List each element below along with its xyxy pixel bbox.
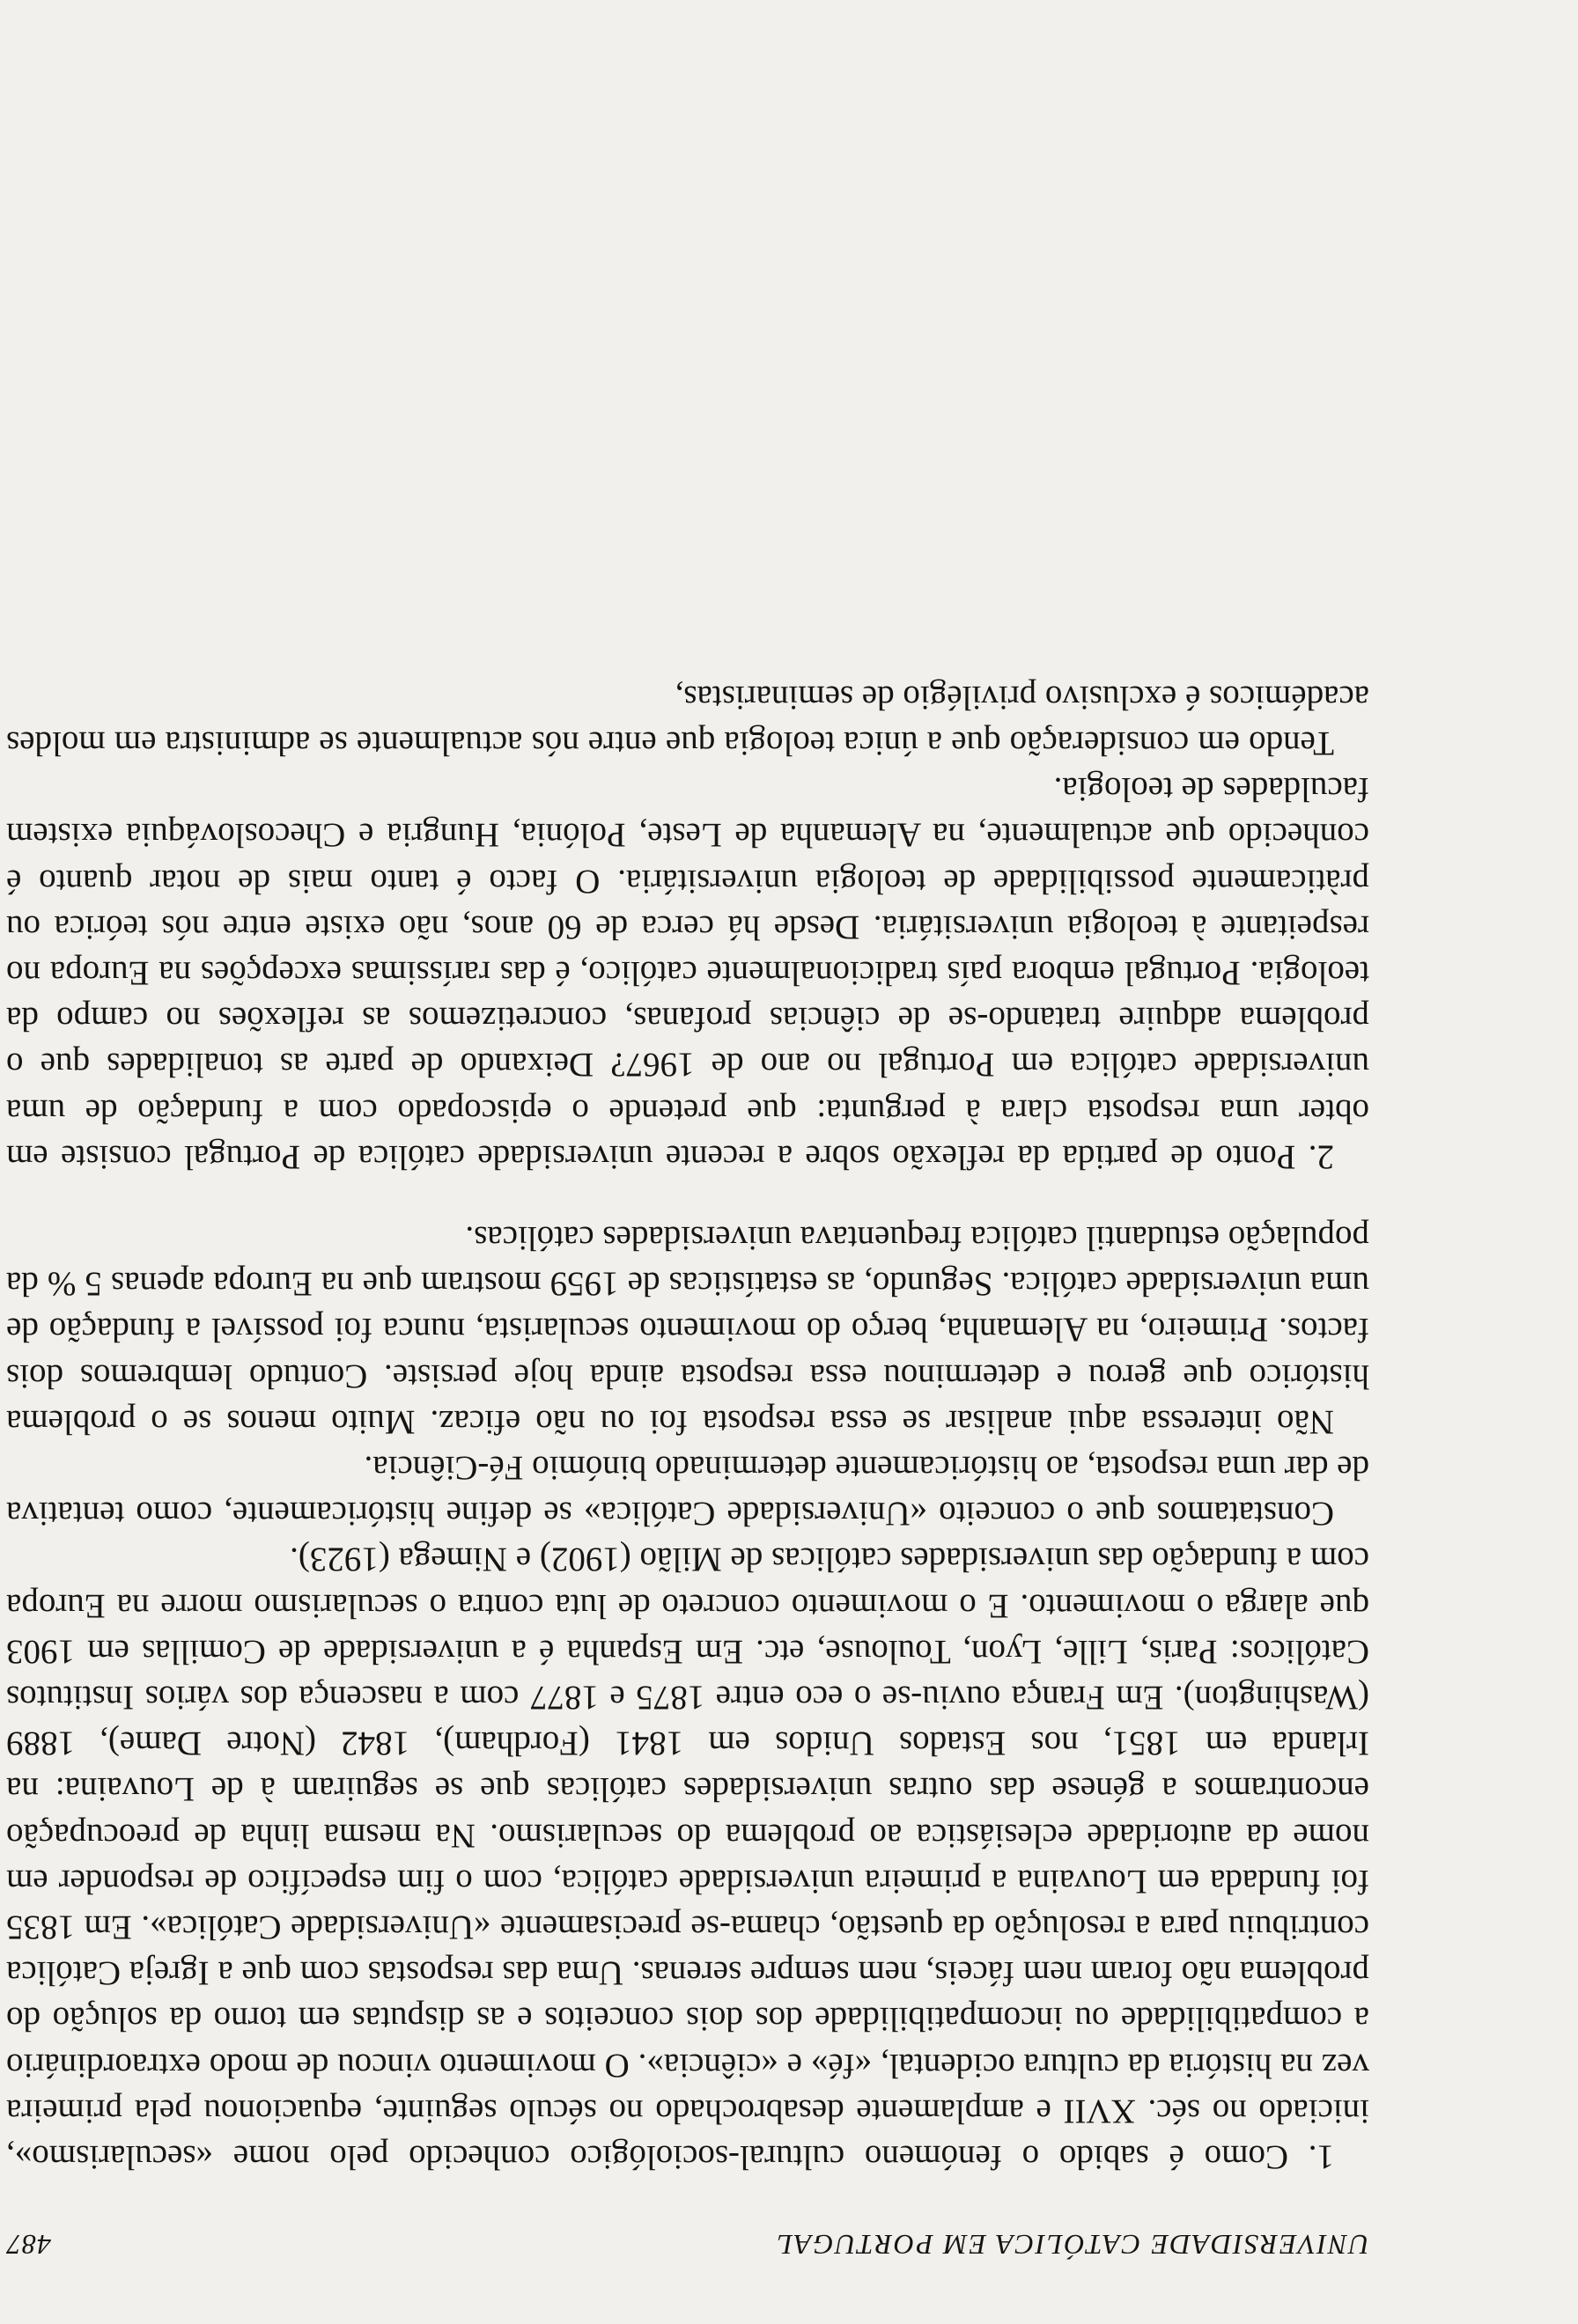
paragraph-3: Não interessa aqui analisar se essa resposta foi ou não eficaz. Muito menos se o problema histórico que gerou e determinou essa resposta ainda hoje persiste. Contudo lembremos dois factos. Primeiro, na Alemanha, berço do movimento secularista, nunca foi possível a fundação de uma universidade católica. Segundo, as estatísticas de 1959 mostram que na Europa apenas 5 % da população estudantil católica frequentava universidades católicas. (6, 1218, 1369, 1441)
page-content (6, 674, 1369, 2261)
body-text (6, 674, 1369, 2181)
paragraph-1: 1. Como é sabido o fenómeno cultural-sociológico conhecido pelo nome «secularismo», iniciado no séc. XVII e amplamente desabrochado no século seguinte, equacionou pela primeira vez na história da cultura ocidental, «fé» e «ciência». O movimento vincou de modo extraordinário a compatibilidade ou incompatibilidade dos dois conceitos e as disputas em torno da solução do problema não foram nem fáceis, nem sempre serenas. Uma das respostas com que a Igreja Católica contribuiu para a resolução da questão, chama-se precisamente «Universidade Católica». Em 1835 foi fundada em Louvaina a primeira universidade católica, com o fim específico de responder em nome da autoridade eclesiástica ao problema do secularismo. Na mesma linha de preocupação encontramos a génese das outras universidades católicas que se seguiram à de Louvaina: na Irlanda em 1851, nos Estados Unidos em 1841 (Fordham), 1842 (Notre Dame), 1889 (Washington). Em França ouviu-se o eco entre 1875 e 1877 com a nascença dos vários Institutos Católicos: Paris, Lille, Lyon, Toulouse, etc. Em Espanha é a universidade de Comillas em 1903 que alarga o movimento. E o movimento concreto de luta contra o secularismo morre na Europa com a fundação das universidades católicas de Milão (1902) e Nimega (1923). (6, 1541, 1369, 2176)
paragraph-5: Tendo em consideração que a única teologia que entre nós actualmente se administra em moldes académicos é exclusivo privilégio de seminaristas, (6, 678, 1369, 762)
page-number: 487 (6, 2229, 51, 2261)
running-header (6, 2211, 1369, 2261)
running-title: UNIVERSIDADE CATÓLICA EM PORTUGAL (775, 2229, 1369, 2261)
paragraph-2: Constatamos que o conceito «Universidade Católica» se define históricamente, como tentativa de dar uma resposta, ao históricamente determinado binómio Fé-Ciência. (6, 1448, 1369, 1533)
paragraph-4: 2. Ponto de partida da reflexão sobre a recente universidade católica de Portugal consiste em obter uma resposta clara à pergunta: que pretende o episcopado com a fundação de uma universidade católica em Portugal no ano de 1967? Deixando de parte as tonalidades que o problema adquire tratando-se de ciências profanas, concretizemos as reflexões no campo da teologia. Portugal embora país tradicionalmente católico, é das raríssimas excepções na Europa no respeitante à teologia universitária. Desde há cerca de 60 anos, não existe entre nós teórica ou pràticamente possibilidade de teologia universitária. O facto é tanto mais de notar quanto é conhecido que actualmente, na Alemanha de Leste, Polónia, Hungria e Checoslováquia existem faculdades de teologia. (6, 770, 1369, 1176)
